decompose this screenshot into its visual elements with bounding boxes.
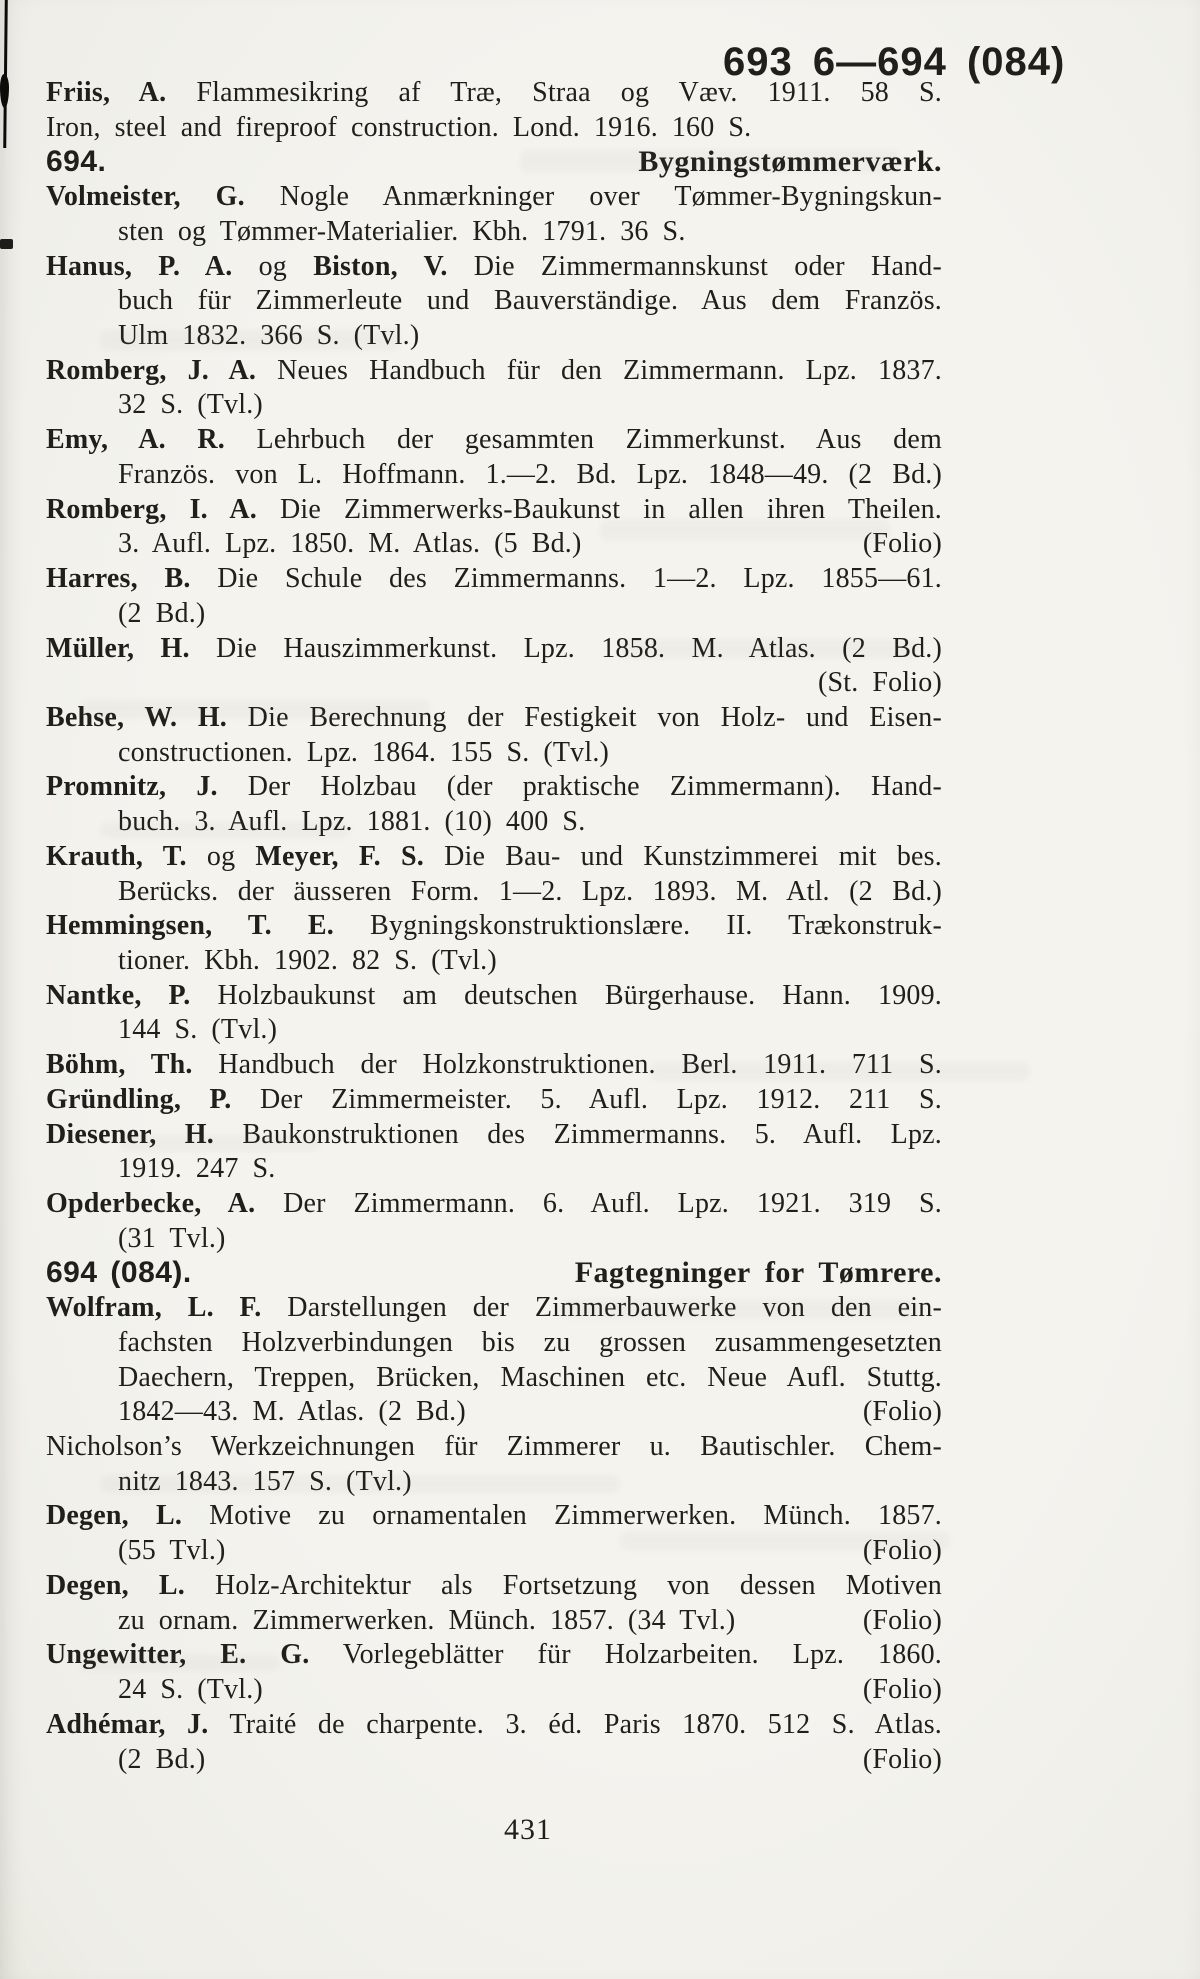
format-note: (Folio) <box>862 1396 942 1428</box>
author-name: Hanus, P. A. <box>46 250 233 282</box>
section-title: Bygningstømmerværk. <box>638 145 942 179</box>
catalog-entry-line: Ungewitter, E. G. Vorlegeblätter für Holzarbeiten. Lpz. 1860. <box>46 1639 942 1671</box>
catalog-entry-line: Friis, A. Flammesikring af Træ, Straa og Væv. 1911. 58 S. <box>46 77 942 108</box>
section-number: 694. <box>46 145 107 179</box>
catalog-entry-line: buch für Zimmerleute und Bauverständige. Aus dem Französ. <box>118 285 942 317</box>
catalog-entry-line: (31 Tvl.) <box>118 1222 226 1254</box>
catalog-entry-line: buch. 3. Aufl. Lpz. 1881. (10) 400 S. <box>118 806 586 838</box>
catalog-entry-line: 1842—43. M. Atlas. (2 Bd.) (Folio) <box>46 1395 942 1430</box>
author-name: Ungewitter, E. G. <box>46 1639 310 1671</box>
author-name: Böhm, Th. <box>46 1049 193 1081</box>
catalog-entry-line: Französ. von L. Hoffmann. 1.—2. Bd. Lpz. 1848—49. (2 Bd.) <box>118 458 942 490</box>
catalog-entry-line: Müller, H. Die Hauszimmerkunst. Lpz. 1858. M. Atlas. (2 Bd.) <box>46 632 943 664</box>
author-name: Biston, V. <box>313 250 448 282</box>
catalog-entry-line: Wolfram, L. F. Darstellungen der Zimmerbauwerke von den ein- <box>46 1292 942 1324</box>
catalog-entry-line: Degen, L. Motive zu ornamentalen Zimmerwerken. Münch. 1857. <box>46 1500 943 1532</box>
author-name: Degen, L. <box>46 1569 185 1601</box>
catalog-entry-line: (2 Bd.) (Folio) <box>46 1743 942 1778</box>
author-name: Friis, A. <box>46 77 167 108</box>
catalog-entry-line: Böhm, Th. Handbuch der Holzkonstruktionen. Berl. 1911. 711 S. <box>46 1049 942 1081</box>
author-name: Wolfram, L. F. <box>46 1292 262 1324</box>
catalog-entry-line: Behse, W. H. Die Berechnung der Festigkeit von Holz- und Eisen- <box>46 701 943 733</box>
catalog-entry-line: Volmeister, G. Nogle Anmærkninger over Tømmer-Bygningskun- <box>46 181 942 213</box>
author-name: Promnitz, J. <box>46 771 218 803</box>
author-name: Romberg, I. A. <box>46 493 257 525</box>
catalog-entry-line: tioner. Kbh. 1902. 82 S. (Tvl.) <box>118 944 497 976</box>
catalog-entry-line: Promnitz, J. Der Holzbau (der praktische Zimmermann). Hand- <box>46 771 942 803</box>
author-name: Behse, W. H. <box>46 701 228 733</box>
catalog-entry-line: Harres, B. Die Schule des Zimmermanns. 1—2. Lpz. 1855—61. <box>46 563 942 595</box>
catalog-entry-line: Daechern, Treppen, Brücken, Maschinen etc. Neue Aufl. Stuttg. <box>118 1361 942 1393</box>
catalog-entry-line: nitz 1843. 157 S. (Tvl.) <box>118 1465 412 1497</box>
section-heading <box>46 1256 942 1291</box>
format-note: (Folio) <box>862 1674 942 1706</box>
catalog-entry-line: Ulm 1832. 366 S. (Tvl.) <box>118 320 420 352</box>
catalog-entry-line: Berücks. der äusseren Form. 1—2. Lpz. 1893. M. Atl. (2 Bd.) <box>118 875 942 907</box>
format-note: (Folio) <box>862 1604 942 1636</box>
catalog-entry-line: 24 S. (Tvl.) (Folio) <box>46 1673 942 1708</box>
scan-blob-artifact <box>0 74 9 108</box>
format-note: (Folio) <box>862 1535 942 1567</box>
catalog-body <box>46 76 942 1777</box>
section-heading <box>46 145 942 180</box>
catalog-entry-line: 32 S. (Tvl.) <box>118 389 263 421</box>
catalog-entry-line: fachsten Holzverbindungen bis zu grossen zusammengesetzten <box>118 1326 942 1358</box>
author-name: Diesener, H. <box>46 1118 214 1150</box>
author-name: Gründling, P. <box>46 1083 232 1115</box>
format-note: (Folio) <box>862 1743 942 1775</box>
catalog-entry-line: Hanus, P. A. og Biston, V. Die Zimmermannskunst oder Hand- <box>46 250 942 282</box>
format-note: (Folio) <box>862 528 942 560</box>
author-name: Hemmingsen, T. E. <box>46 910 334 942</box>
catalog-entry-line: zu ornam. Zimmerwerken. Münch. 1857. (34 Tvl.) (Folio) <box>46 1604 942 1639</box>
author-name: Müller, H. <box>46 632 190 664</box>
catalog-entry-line: sten og Tømmer-Materialier. Kbh. 1791. 36 S. <box>118 215 686 247</box>
section-title: Fagtegninger for Tømrere. <box>574 1256 942 1290</box>
catalog-entry-line: Opderbecke, A. Der Zimmermann. 6. Aufl. Lpz. 1921. 319 S. <box>46 1188 942 1219</box>
format-note: (St. Folio) <box>817 667 942 699</box>
catalog-entry-line <box>46 666 942 701</box>
running-head: 693 6—694 (084) <box>723 40 1066 84</box>
catalog-entry-line: Nicholson’s Werkzeichnungen für Zimmerer u. Bautischler. Chem- <box>46 1431 942 1463</box>
catalog-entry-line: 144 S. (Tvl.) <box>118 1014 278 1046</box>
catalog-entry-line: Diesener, H. Baukonstruktionen des Zimmermanns. 5. Aufl. Lpz. <box>46 1118 942 1150</box>
catalog-entry-line: Romberg, J. A. Neues Handbuch für den Zimmermann. Lpz. 1837. <box>46 354 942 386</box>
section-number: 694 (084). <box>46 1256 192 1290</box>
author-name: Adhémar, J. <box>46 1708 209 1740</box>
catalog-entry-line: Adhémar, J. Traité de charpente. 3. éd. Paris 1870. 512 S. Atlas. <box>46 1708 942 1740</box>
catalog-entry-line: Romberg, I. A. Die Zimmerwerks-Baukunst in allen ihren Theilen. <box>46 493 942 525</box>
author-name: Harres, B. <box>46 563 191 595</box>
catalog-entry-line: Degen, L. Holz-Architektur als Fortsetzung von dessen Motiven <box>46 1569 943 1601</box>
catalog-entry-line: (2 Bd.) <box>118 597 206 629</box>
author-name: Degen, L. <box>46 1500 183 1532</box>
catalog-entry-line: 3. Aufl. Lpz. 1850. M. Atlas. (5 Bd.) (Folio) <box>46 527 942 562</box>
scan-dash-artifact <box>0 239 13 249</box>
catalog-entry-line: constructionen. Lpz. 1864. 155 S. (Tvl.) <box>118 736 610 768</box>
catalog-entry-line: Hemmingsen, T. E. Bygningskonstruktionslære. II. Trækonstruk- <box>46 910 942 942</box>
catalog-entry-line: Nantke, P. Holzbaukunst am deutschen Bürgerhause. Hann. 1909. <box>46 979 942 1011</box>
author-name: Opderbecke, A. <box>46 1188 256 1219</box>
author-name: Romberg, J. A. <box>46 354 257 386</box>
catalog-entry-line: (55 Tvl.) (Folio) <box>46 1534 942 1569</box>
page-number: 431 <box>504 1813 552 1846</box>
author-name: Emy, A. R. <box>46 424 226 456</box>
author-name: Volmeister, G. <box>46 181 245 213</box>
catalog-entry-line: Krauth, T. og Meyer, F. S. Die Bau- und Kunstzimmerei mit bes. <box>46 840 942 872</box>
author-name: Meyer, F. S. <box>255 840 424 872</box>
catalog-entry-line: Emy, A. R. Lehrbuch der gesammten Zimmerkunst. Aus dem <box>46 424 942 456</box>
author-name: Krauth, T. <box>46 840 187 872</box>
catalog-entry-line: Iron, steel and fireproof construction. Lond. 1916. 160 S. <box>46 111 752 143</box>
author-name: Nantke, P. <box>46 979 191 1011</box>
catalog-entry-line: 1919. 247 S. <box>118 1153 276 1185</box>
catalog-entry-line: Gründling, P. Der Zimmermeister. 5. Aufl. Lpz. 1912. 211 S. <box>46 1083 942 1115</box>
